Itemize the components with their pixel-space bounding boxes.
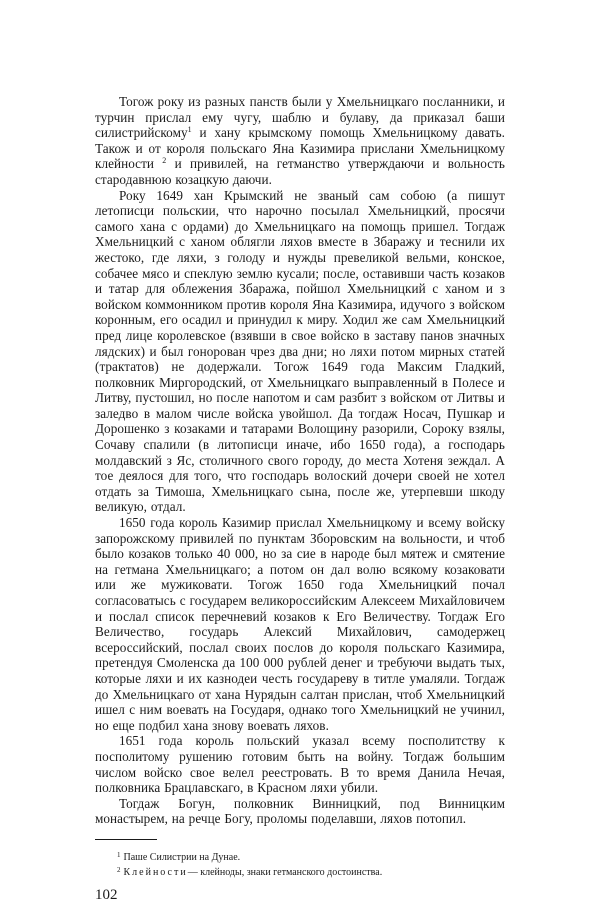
footnote-mark: 2 — [117, 865, 121, 874]
paragraph-3: 1650 года король Казимир прислал Хмельницкому и всему войску запорожскому привилей по пунктам Зборовским на вольности, и чтоб было козаков только 40 000, но за сие в народе был мятеж и смятение на гетмана Хмельницкаго; а потом он дал волю всякому козаковати или же мужиковати. Тогож 1650 года Хмельницкий почал согласоватысь с государем великороссийским Алексеем Михайловичем и послал список перечневий козаков к Его Величеству. Тогдаж Его Величество, государь Алексий Михайлович, самодержец всероссийский, послал своих послов до короля польскаго Казимира, претендуя Смоленска да 100 000 рублей денег и требуючи выдать тых, которые ляхи и их казнодеи честь государеву в титле умаляли. Тогдаж до Хмельницкаго от хана Нурядын салтан прислан, чтоб Хмельницкий ишел с ним воевать на Государя, однако того Хмельницкий не учинил, но еще подбил хана знову воевать ляхов. — [95, 515, 505, 733]
footnotes — [117, 849, 505, 879]
paragraph-1 — [95, 94, 505, 188]
paragraph-5: Тогдаж Богун, полковник Винницкий, под Винницким монастырем, на речце Богу, проломы поделавши, ляхов потопил. — [95, 795, 505, 827]
footnote-ref-1[interactable]: 1 — [187, 125, 192, 135]
document-page — [95, 94, 505, 904]
footnote-2 — [117, 864, 505, 879]
footnote-ref-2[interactable]: 2 — [162, 156, 167, 166]
paragraph-text: и хану крымскому помощь Хмельницкому давать. Також и от короля польскаго Яна Казимира прислани Хмельницкому клейности — [95, 125, 505, 172]
paragraph-text: и привилей, на гетманство утверждаючи и вольность стародавнюю козацкую даючи. — [95, 156, 505, 187]
footnote-mark: 1 — [117, 850, 121, 859]
footnote-1 — [117, 849, 505, 864]
page-number: 102 — [95, 886, 118, 903]
footnote-term: Клейности — [123, 866, 188, 878]
paragraph-4: 1651 года король польский указал всему посполитству к посполитому рушению готовим быть на войну. Тогдаж большим числом войско свое велел реестровать. В то время Данила Нечая, полковника Брацлавскаго, в Красном ляхи убили. — [95, 733, 505, 796]
footnote-text: Паше Силистрии на Дунае. — [123, 851, 241, 863]
paragraph-2: Року 1649 хан Крымский не званый сам собою (а пишут летописци польскии, что нарочно посылал Хмельницкий, просячи самого хана с ордами) до Хмельницкаго на помощь пришел. Тогдаж Хмельницкий с ханом облягли ляхов вместе в Збаражу и теснили их жестоко, где ляхи, з голоду и нужды превеликой вельми, конское, собачее мясо и спеклую землю кусали; после, оставивши часть козаков и татар для облежения Збаража, пойшол Хмельницкий с ханом и з войском коммонником против короля Яна Казимира, идучого з войском коронным, его осадил и принудил к миру. Ходил же сам Хмельницкий пред лице королевское (взявши в свое войско в заставу панов значных лядских) и был гонорован чрез два дни; но ляхи потом мирных статей (трактатов) не додержали. Тогож 1649 года Максим Гладкий, полковник Миргородский, от Хмельницкаго выправленный в Полесе и Литву, пустошил, но после напотом и сам разбит з войском от Литвы и заледво в малом числе войска увойшол. Да тогдаж Носач, Пушкар и Дорошенко з козаками и татарами Волощину разорили, Сороку взялы, Сочаву спалили (в литописци иначе, ибо 1650 года), а господарь молдавский з Яс, столичного свого городу, до места Хотеня зеждал. А тое деялося для того, что господарь волоский дочери своей не хотел отдать за Тимоша, Хмельницкаго сына, после же, утерпевши шкоду великую, отдал. — [95, 187, 505, 515]
paragraph-text: Тогож року из разных панств были у Хмельницкаго посланники, и турчин прислал ему чугу, шаблю и булаву, да приказал баши силистрийскому — [95, 94, 505, 141]
footnote-divider — [95, 839, 157, 840]
footnote-text: — клейноды, знаки гетманского достоинства. — [187, 866, 383, 878]
